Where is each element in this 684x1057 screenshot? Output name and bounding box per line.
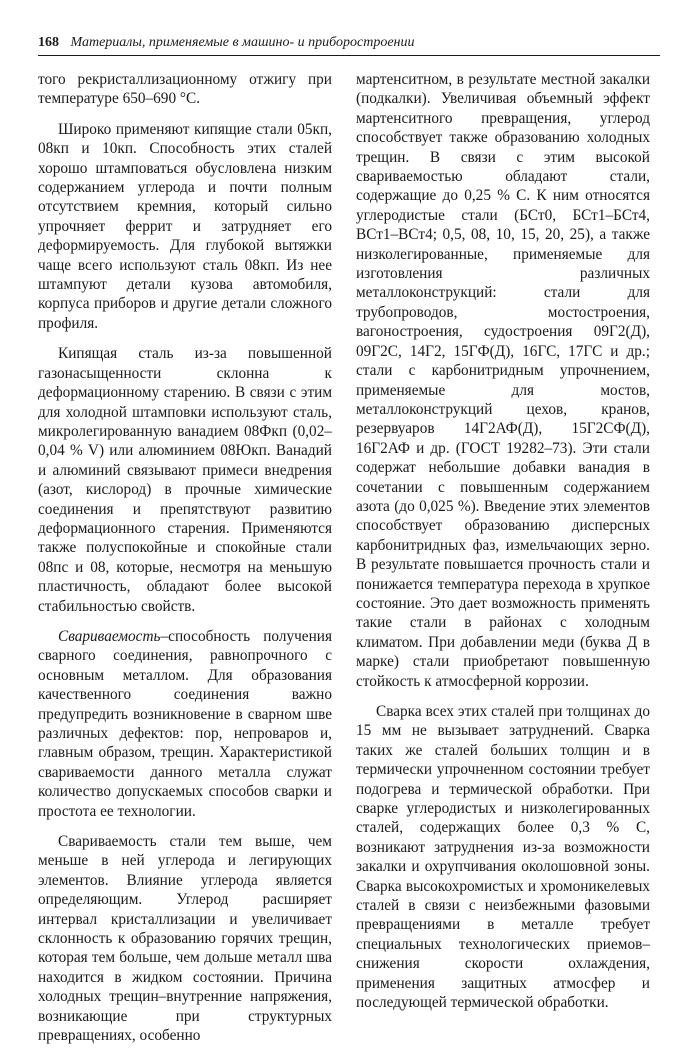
paragraph: мартенситном, в результате местной закалки (подкалки). Увеличивая объемный эффект мартенситного превращения, углерод способствует также образованию холодных трещин. В связи с этим высокой свариваемостью обладают стали, содержащие до 0,25 % С. К ним относятся углеродистые стали (БСт0, БСт1–БСт4, ВСт1–ВСт4; 0,5, 08, 10, 15, 20, 25), а также низколегированные, применяемые для изготовления различных металлоконструкций: стали для трубопроводов, мостостроения, вагоностроения, судостроения 09Г2(Д), 09Г2С, 14Г2, 15ГФ(Д), 16ГС, 17ГС и др.; стали с карбонитридным упрочнением, применяемые для мостов, металлоконструкций цехов, кранов, резервуаров 14Г2АФ(Д), 15Г2СФ(Д), 16Г2АФ и др. (ГОСТ 19282–73). Эти стали содержат небольшие добавки ванадия в сочетании с повышенным содержанием азота (до 0,025 %). Введение этих элементов способствует образованию дисперсных карбонитридных фаз, измельчающих зерно. В результате повышается прочность стали и понижается температура перехода в хрупкое состояние. Это дает возможность применять такие стали в районах с холодным климатом. При добавлении меди (буква Д в марке) стали приобретают повышенную стойкость к атмосферной коррозии. <box>356 71 650 690</box>
paragraph: того рекристаллизационному отжигу при температуре 650–690 °С. <box>38 71 332 108</box>
paragraph: Широко применяют кипящие стали 05кп, 08кп и 10кп. Способность этих сталей хорошо штамповаться обусловлена низким содержанием углерода и почти полным отсутствием кремния, который сильно упрочняет феррит и затрудняет его деформируемость. Для глубокой вытяжки чаще всего используют сталь 08кп. Из нее штампуют детали кузова автомобиля, корпуса приборов и другие детали сложного профиля. <box>38 120 332 332</box>
paragraph: Сварка всех этих сталей при толщинах до 15 мм не вызывает затруднений. Сварка таких же сталей больших толщин и в термически упрочненном состоянии требует подогрева и термической обработки. При сварке углеродистых и низколегированных сталей, содержащих более 0,3 % С, возникают затруднения из-за возможности закалки и охрупчивания околошовной зоны. Сварка высокохромистых и хромоникелевых сталей в связи с неизбежными фазовыми превращениями в металле требует специальных технологических приемов–снижения скорости охлаждения, применения защитных атмосфер и последующей термической обработки. <box>356 703 650 1012</box>
defined-term: Свариваемость <box>58 627 161 645</box>
paragraph: Кипящая сталь из-за повышенной газонасыщенности склонна к деформационному старению. В связи с этим для холодной штамповки используют сталь, микролегированную ванадием 08Фкп (0,02–0,04 % V) или алюминием 08Юкп. Ванадий и алюминий связывают примеси внедрения (азот, кислород) в прочные химические соединения и препятствуют развитию деформационного старения. Применяются также полуспокойные и спокойные стали 08пс и 08, которые, несмотря на меньшую пластичность, обладают более высокой стабильностью свойств. <box>38 345 332 615</box>
right-column <box>356 70 650 1024</box>
page-number: 168 <box>38 35 59 50</box>
header-rule <box>38 55 660 56</box>
running-title: Материалы, применяемые в машино- и приборостроении <box>70 35 415 50</box>
running-header <box>38 34 658 52</box>
paragraph-definition <box>38 627 332 821</box>
paragraph: Свариваемость стали тем выше, чем меньше в ней углерода и легирующих элементов. Влияние углерода является определяющим. Углерод расширяет интервал кристаллизации и увеличивает склонность к образованию горячих трещин, которая тем больше, чем дольше металл шва находится в жидком состоянии. Причина холодных трещин–внутренние напряжения, возникающие при структурных превращениях, особенно <box>38 833 332 1045</box>
left-column <box>38 70 332 1057</box>
definition-text: –способность получения сварного соединения, равнопрочного с основным металлом. Для образования качественного соединения важно предупредить возникновение в сварном шве различных дефектов: пор, непроваров и, главным образом, трещин. Характеристикой свариваемости данного металла служат количество допускаемых способов сварки и простота ее технологии. <box>38 627 332 820</box>
